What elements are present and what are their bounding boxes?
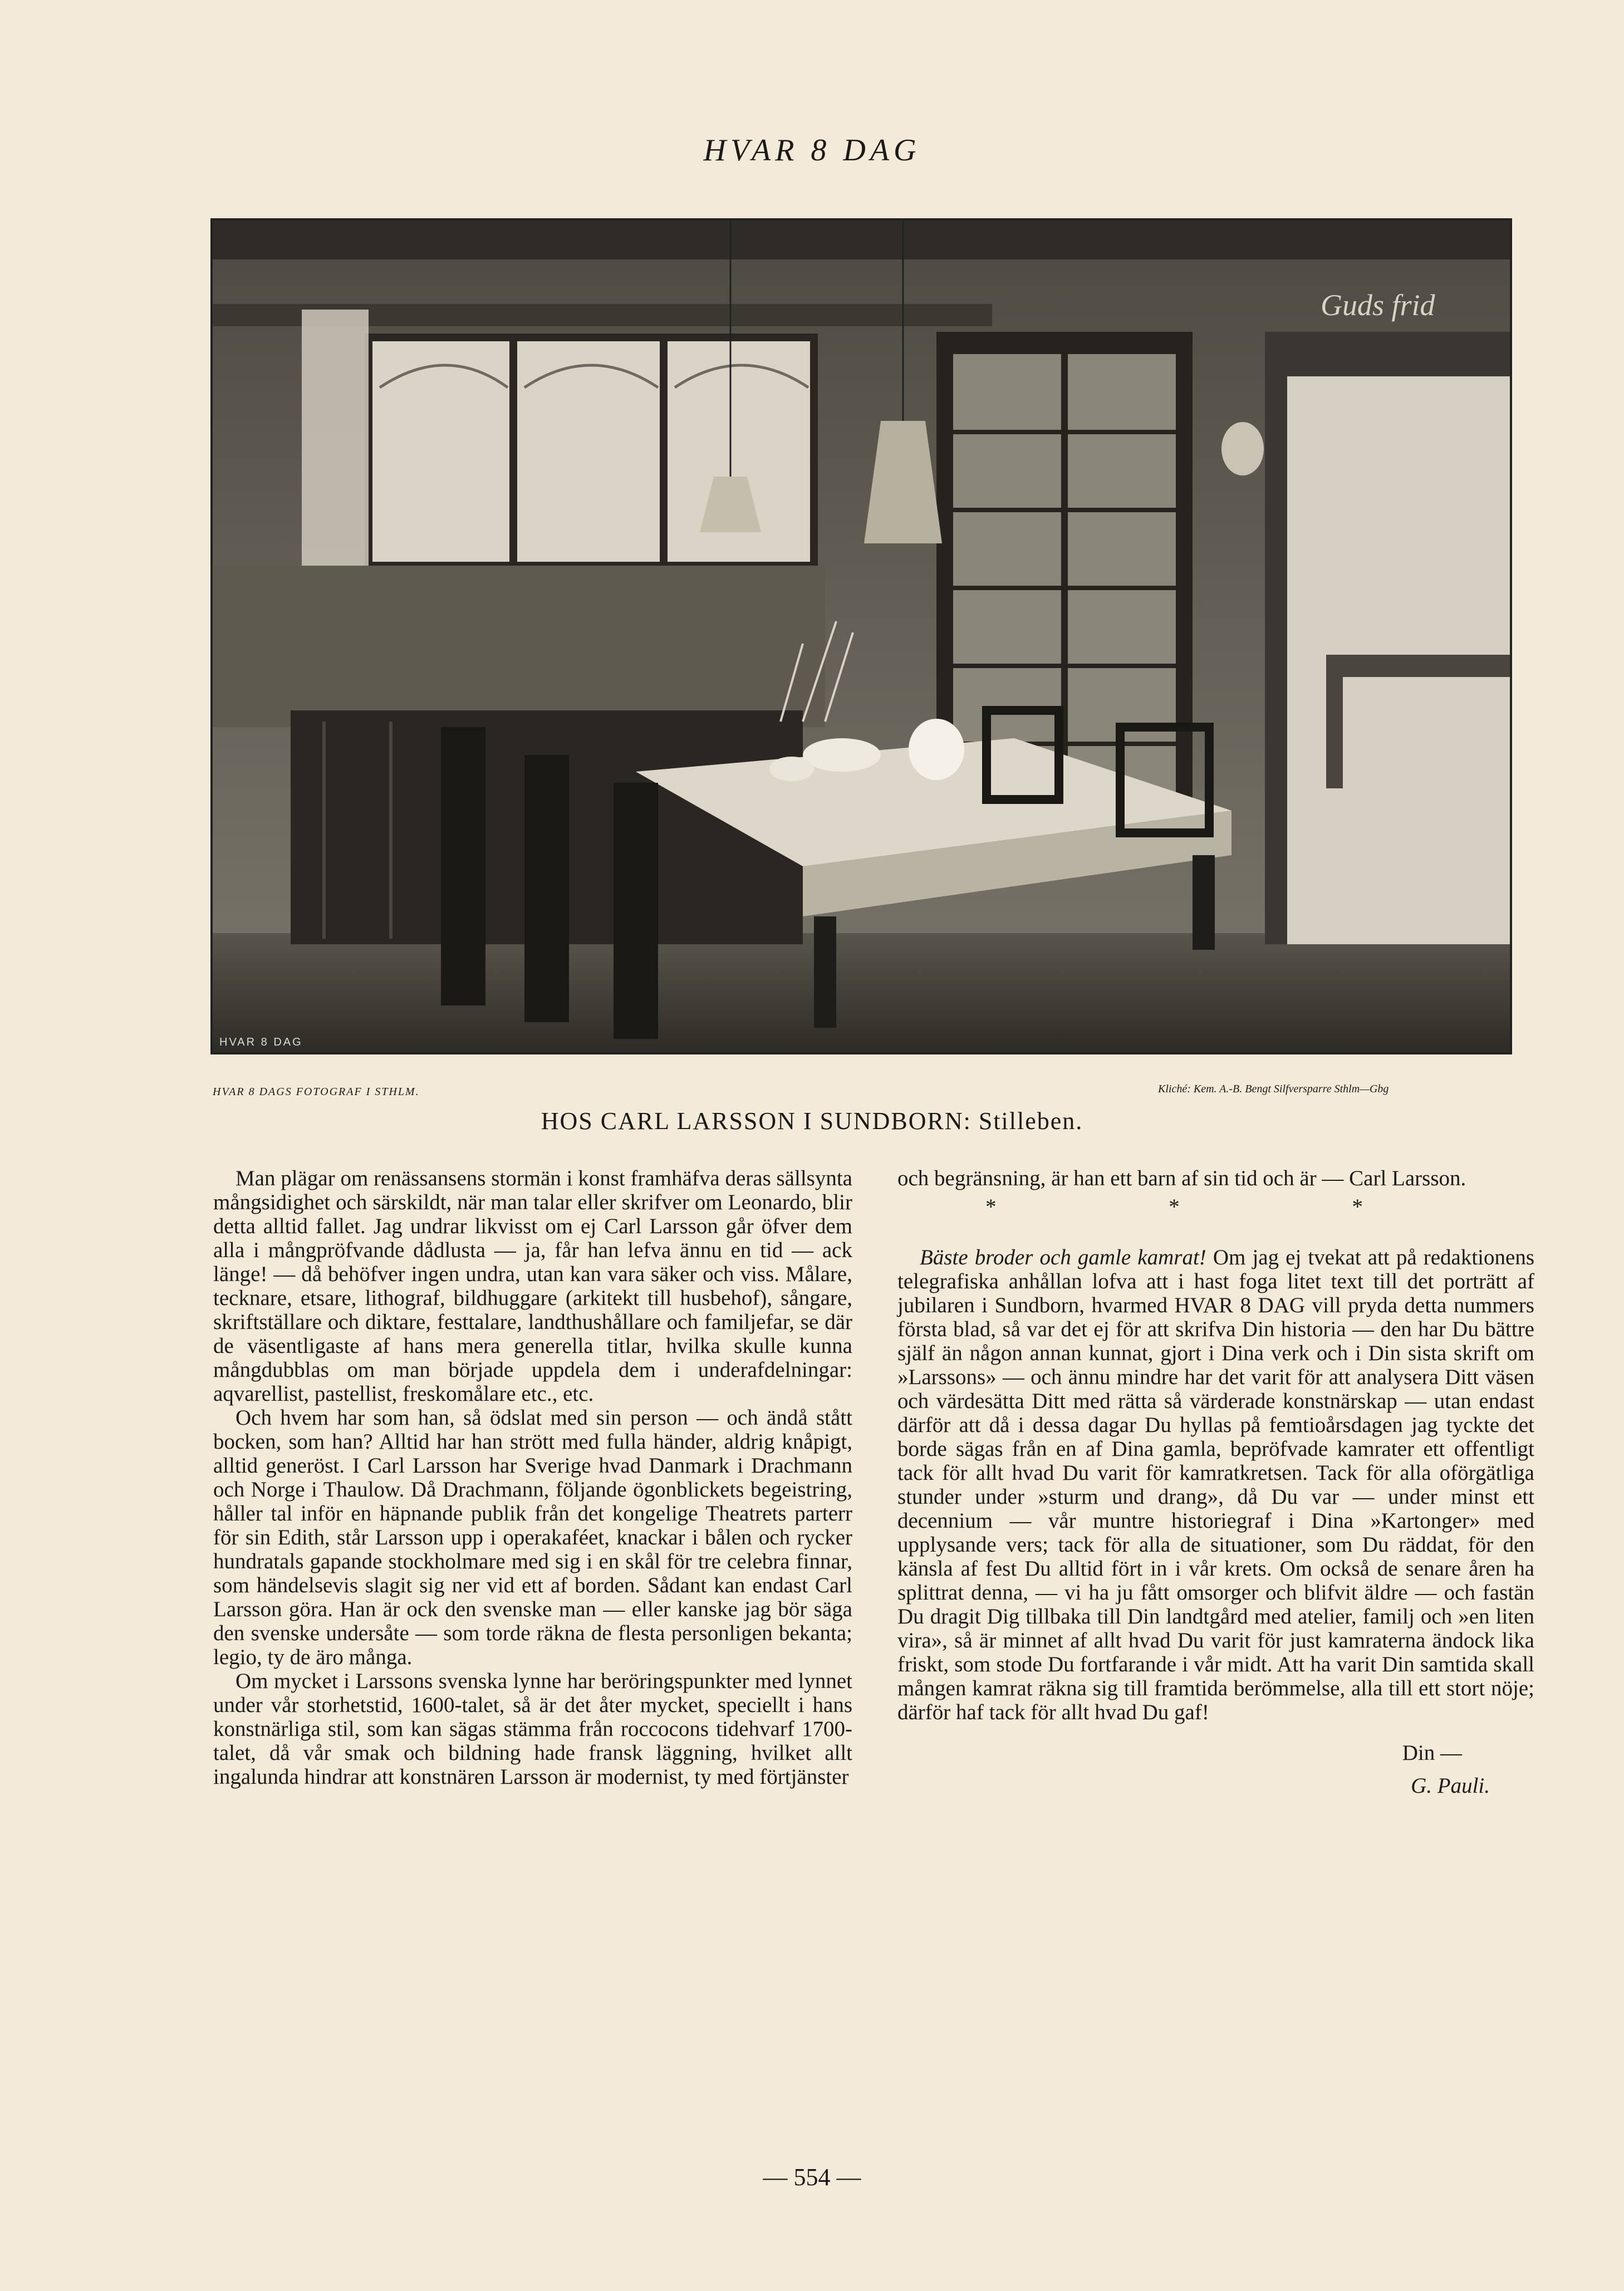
wall-inscription: Guds frid xyxy=(1321,288,1435,322)
letter-salutation: Bäste broder och gamle kamrat! xyxy=(920,1245,1206,1269)
article-column-right xyxy=(897,1166,1534,1798)
photo-caption xyxy=(0,1107,1624,1135)
page-header-title: HVAR 8 DAG xyxy=(703,133,921,168)
article-paragraph: Om mycket i Larssons svenska lynne har beröringspunkter med lynnet under vår storhetstid, 1600-talet, så är det åter mycket, speciellt i hans konstnärliga stil, som kan sägas stämma från roccocons tidehvarf 1700-talet, då vår smak och bildning hade fransk läggning, hvilket allt ingalunda hindrar att konstnären Larsson är modernist, ty med förtjänster xyxy=(213,1669,852,1789)
photo-credit-photographer: HVAR 8 DAGS FOTOGRAF I STHLM. xyxy=(213,1086,420,1098)
letter-body: Om jag ej tvekat att på redaktionens telegrafiska anhållan lofva att i hast foga litet text till det porträtt af jubilaren i Sundborn, hvarmed HVAR 8 DAG vill pryda detta nummers första blad, så var det ej för att skrifva Din historia — den har Du bättre själf än någon annan kunnat, gjort i Dina verk och i Din sista skrift om »Larssons» — och ännu mindre har det varit för att analysera Ditt väsen och värdesätta Ditt med rätta så värderade konstnärskap — utan endast därför att då i dessa dagar Du hyllas på femtioårsdagen jag tyckte det borde sägas från en af Dina gamla, bepröfvade kamrater ett offentligt tack för allt hvad Du varit för kamratkretsen. Tack för alla oförgätliga stunder under »sturm und drang», då Du var — under minst ett decennium — vår muntre historiegraf i Dina »Kartonger» med upplysande vers; tack för alla de situationer, som Du räddat, för den känsla af fest Du alltid fört in i vår krets. Om också de senare åren ha splittrat denna, — vi ha ju fått omsorger och blifvit äldre — och fastän Du dragit Dig tillbaka till Din landtgård med atelier, familj och »en liten vira», så är minnet af allt hvad Du varit för just kamraterna ändock lika friskt, som stode Du fortfarande i vår midt. Att ha varit Din samtida skall mången kamrat räkna sig till framtida berömmelse, alla till ett stort nöje; därför haf tack för allt hvad Du gaf! xyxy=(897,1245,1535,1724)
article-paragraph: Och hvem har som han, så ödslat med sin person — och ändå stått bocken, som han? Alltid har han strött med fulla händer, aldrig knåpigt, alltid generöst. I Carl Larsson har Sverige hvad Danmark i Drachmann och Norge i Thaulow. Då Drachmann, följande ögonblickets begeistring, håller tal inför en häpnande publik från det kongelige Theatrets parterr för sin Edith, står Larsson upp i operakaféet, knackar i bålen och rycker hundratals gapande stockholmare med sig i en skål för tre celebra finnar, som händelsevis slagit sig ner vid ett af borden. Sådant kan endast Carl Larsson göra. Han är ock den svenske man — eller kanske jag bör säga den svenske undersåte — som torde räkna de flesta personligen bekanta; legio, ty de äro många. xyxy=(213,1406,852,1669)
article-column-left xyxy=(213,1166,852,1789)
photo-watermark: HVAR 8 DAG xyxy=(219,1036,303,1048)
page-number: — 554 — xyxy=(763,2164,861,2191)
caption-subtitle: Stilleben. xyxy=(978,1107,1083,1135)
doorway xyxy=(1265,332,1510,944)
photo-credit-engraver: Kliché: Kem. A.-B. Bengt Silfversparre Sthlm—Gbg xyxy=(1158,1083,1389,1095)
interior-photograph xyxy=(210,218,1512,1054)
wall-plate xyxy=(1221,422,1264,475)
article-paragraph: Man plägar om renässansens stormän i konst framhäfva deras sällsynta mångsidighet och särskildt, när man talar eller skrifver om Leonardo, blir detta alltid fallet. Jag undrar likvisst om ej Carl Larsson går öfver dem alla i mångpröfvande dådlusta — ja, får han lefva ännu en tid — ack länge! — då behöfver ingen undra, utan kan vara säker och viss. Målare, tecknare, etsare, lithograf, bildhuggare (arkitekt till husbehof), sångare, skriftställare och diktare, festtalare, landthushållare och familjefar, se där de väsentligaste af hans mera generella titlar, hvilka skulle kunna mångdubblas om man började uppdela dem i underafdelningar: aqvarellist, pastellist, freskomålare etc., etc. xyxy=(213,1166,852,1406)
section-separator: * * * xyxy=(985,1195,1446,1219)
letter-sign-off: Din — xyxy=(1402,1741,1462,1765)
letter-paragraph xyxy=(897,1245,1534,1724)
letter-signature: G. Pauli. xyxy=(1411,1774,1490,1798)
caption-title: HOS CARL LARSSON I SUNDBORN: xyxy=(541,1107,972,1135)
article-paragraph: och begränsning, är han ett barn af sin tid och är — Carl Larsson. xyxy=(897,1166,1466,1190)
